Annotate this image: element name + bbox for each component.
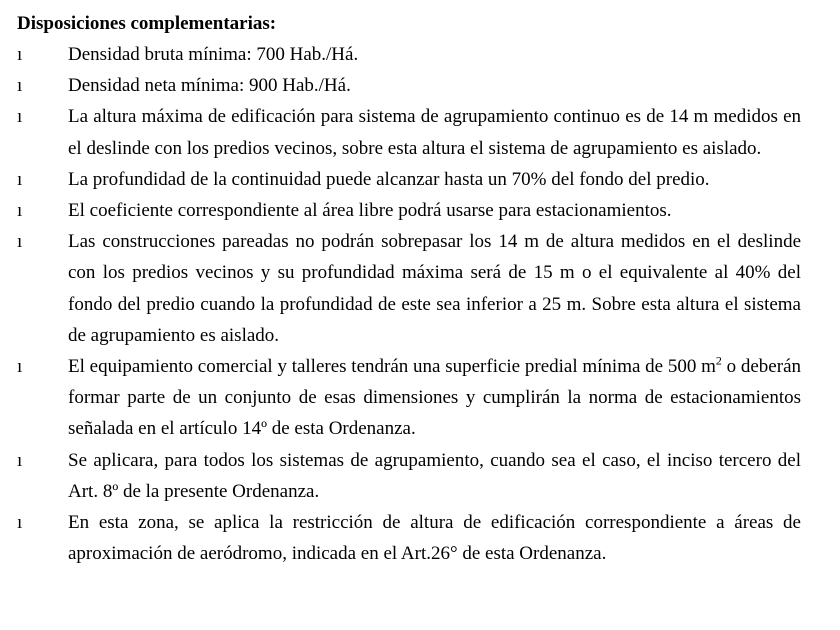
list-item: [17, 195, 801, 226]
list-item: [17, 226, 801, 351]
bullet-icon: ı: [17, 106, 23, 128]
list-item: [17, 445, 801, 507]
bullet-icon: ı: [17, 200, 23, 222]
item-text: El coeficiente correspondiente al área libre podrá usarse para estacionamientos.: [68, 200, 672, 222]
item-text: Densidad neta mínima: 900 Hab./Há.: [68, 75, 351, 97]
provisions-list: [17, 39, 801, 569]
document-body: [17, 9, 801, 569]
bullet-icon: ı: [17, 356, 23, 378]
list-item: [17, 70, 801, 101]
bullet-icon: ı: [17, 168, 23, 190]
section-heading: Disposiciones complementarias:: [17, 13, 277, 34]
list-item: [17, 101, 801, 163]
item-text-after: o deberán formar parte de un conjunto de esas dimensiones y cumplirán la norma de estacionamientos señalada en el artículo 14º de esta Ordenanza.: [68, 356, 802, 440]
item-text: Las construcciones pareadas no podrán sobrepasar los 14 m de altura medidos en el deslinde con los predios vecinos y su profundidad máxima será de 15 m o el equivalente al 40% del fondo del predio cuando la profundidad de este sea inferior a 25 m. Sobre esta altura el sistema de agrupamiento es aislado.: [68, 231, 801, 346]
item-text: Densidad bruta mínima: 700 Hab./Há.: [68, 44, 359, 65]
bullet-icon: ı: [17, 231, 23, 253]
bullet-icon: ı: [17, 44, 23, 65]
item-text-before: El equipamiento comercial y talleres tendrán una superficie predial mínima de 500 m: [68, 356, 716, 378]
bullet-icon: ı: [17, 75, 23, 97]
bullet-icon: ı: [17, 449, 23, 471]
item-text: La altura máxima de edificación para sistema de agrupamiento continuo es de 14 m medidos en el deslinde con los predios vecinos, sobre esta altura el sistema de agrupamiento es aislado.: [68, 106, 801, 159]
item-text: En esta zona, se aplica la restricción de altura de edificación correspondiente a áreas de aproximación de aeródromo, indicada en el Art.26° de esta Ordenanza.: [68, 512, 801, 565]
superscript: 2: [715, 353, 722, 368]
list-item: [17, 507, 801, 569]
item-text: La profundidad de la continuidad puede alcanzar hasta un 70% del fondo del predio.: [68, 168, 710, 190]
list-item: [17, 39, 801, 70]
bullet-icon: ı: [17, 512, 23, 534]
item-text: Se aplicara, para todos los sistemas de agrupamiento, cuando sea el caso, el inciso tercero del Art. 8º de la presente Ordenanza.: [68, 449, 801, 502]
list-item: [17, 351, 801, 445]
list-item: [17, 164, 801, 195]
